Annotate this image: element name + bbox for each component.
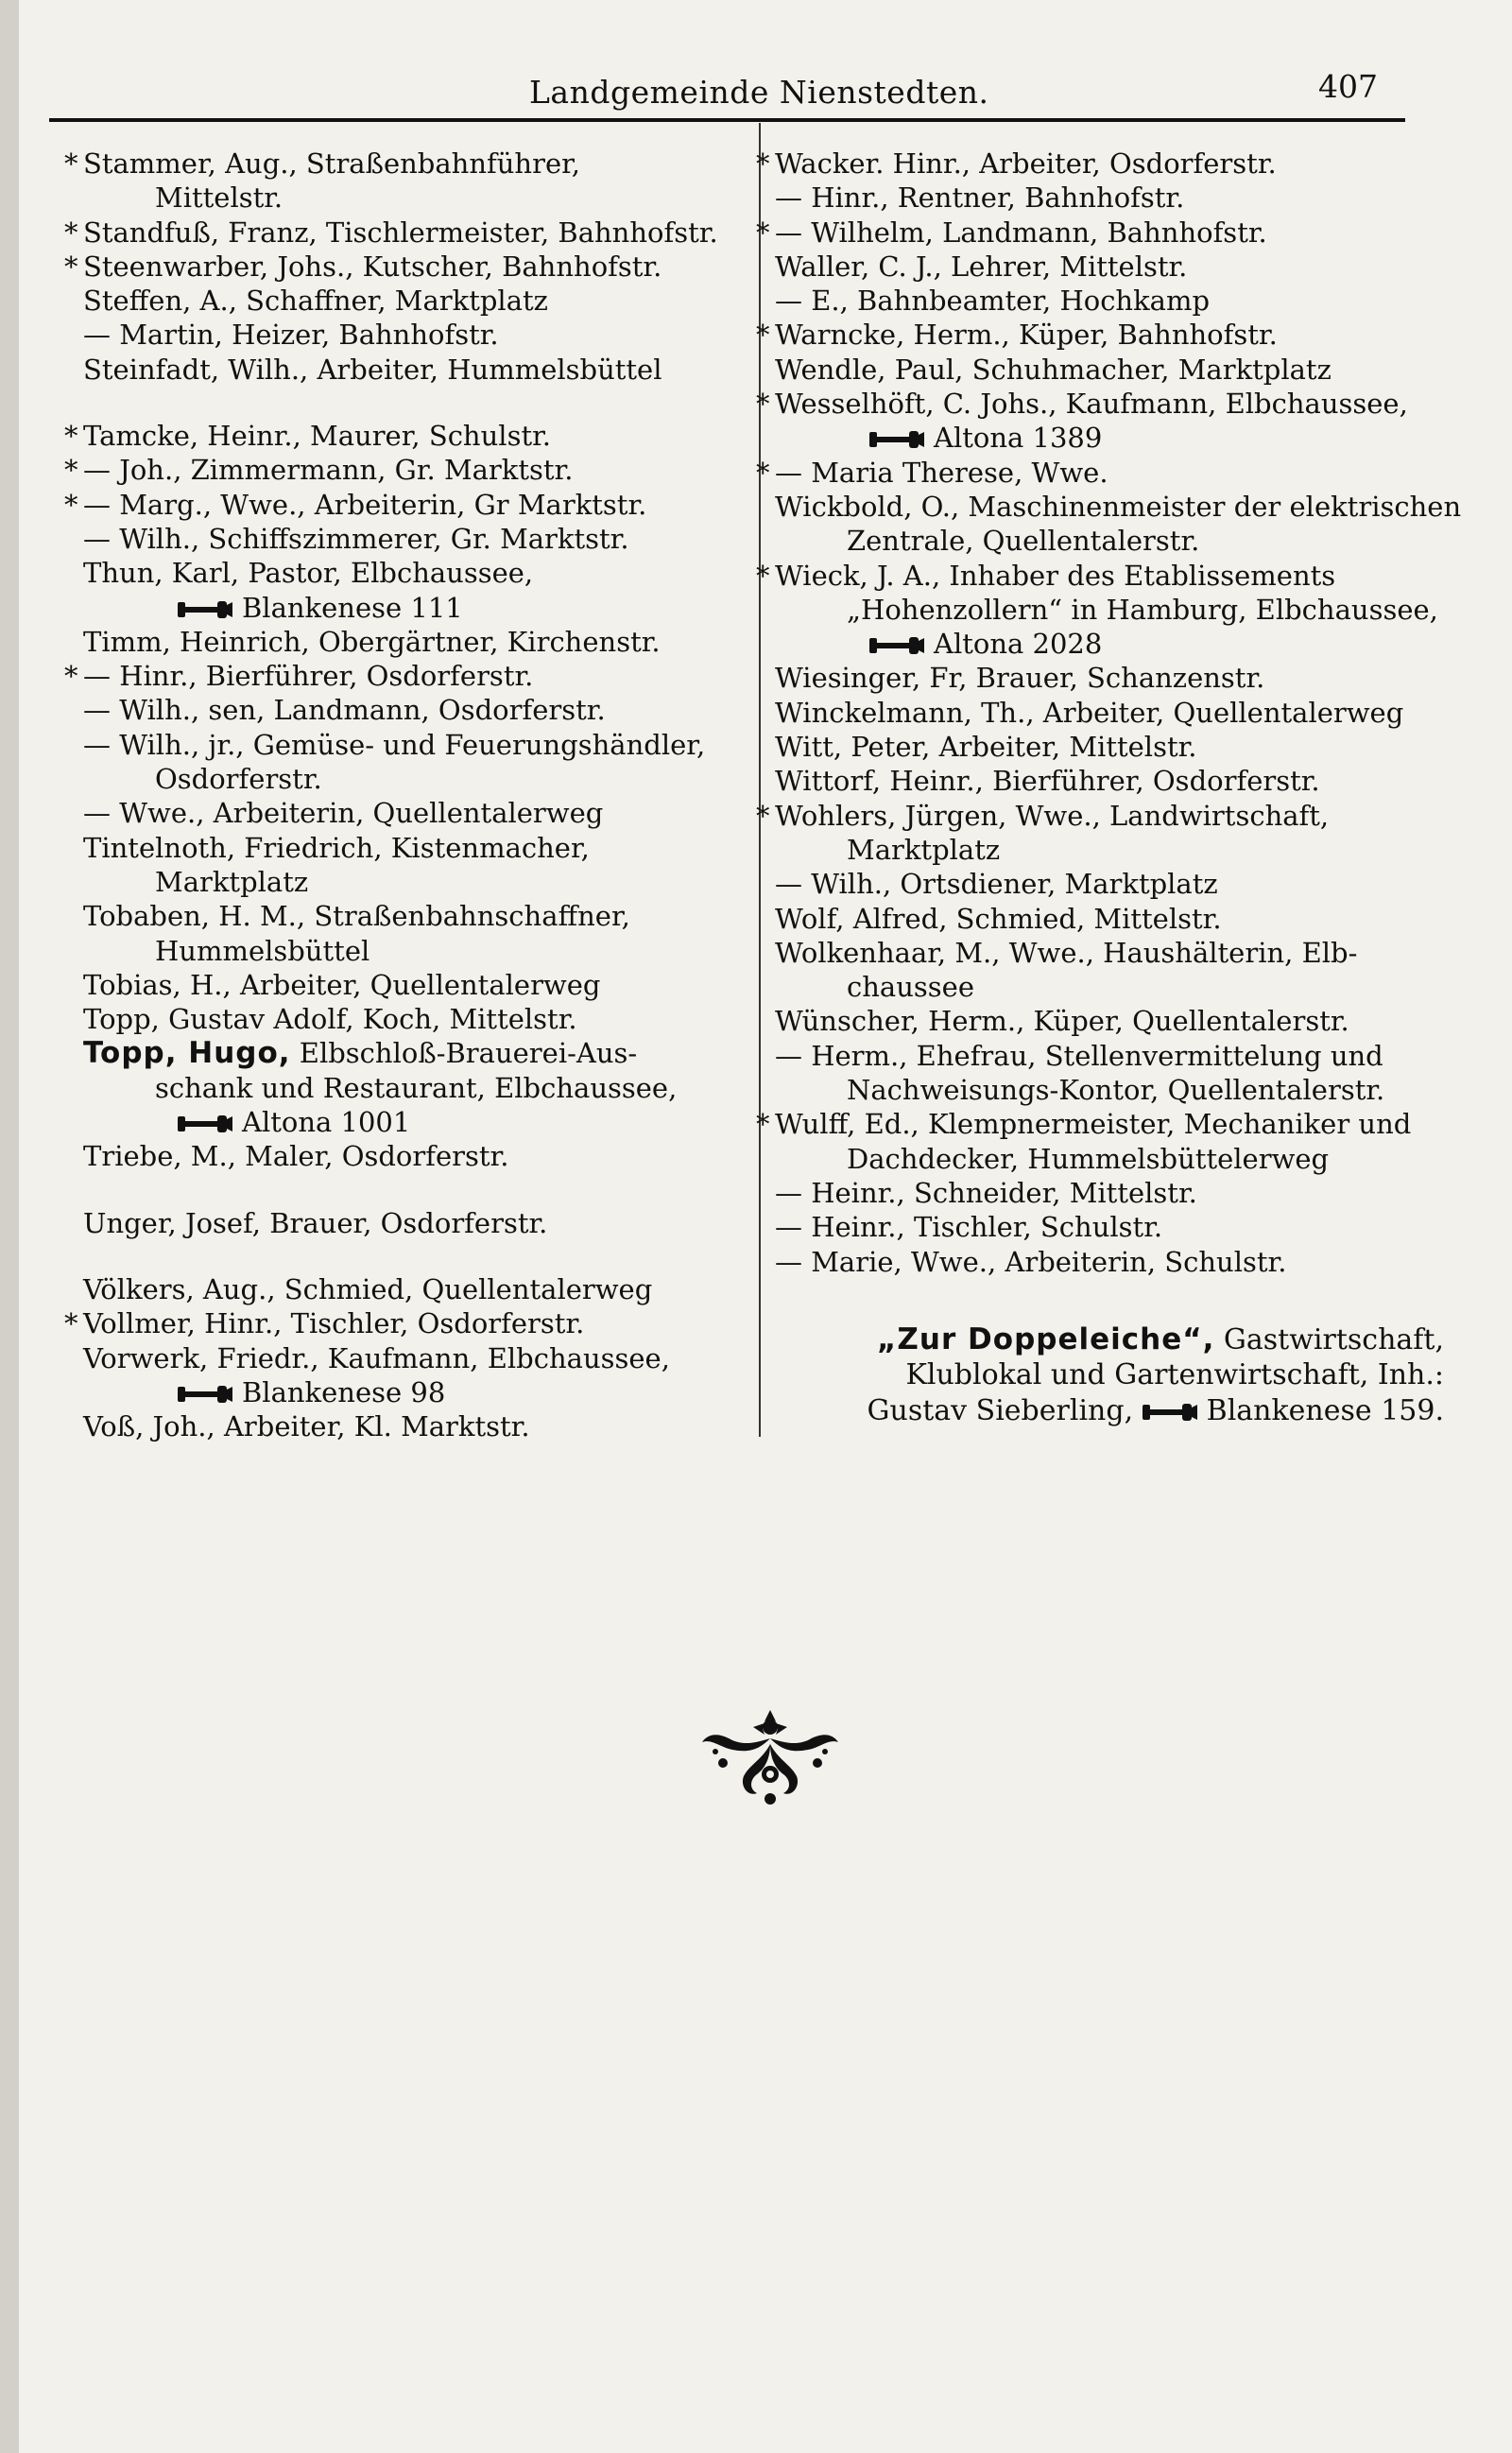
entry-marker: * (64, 147, 78, 180)
directory-entry (756, 147, 1446, 181)
entry-marker: * (64, 420, 78, 453)
entry-marker: * (64, 660, 78, 693)
directory-entry (756, 593, 1446, 627)
floral-ornament-icon (695, 1706, 846, 1810)
ad-line-1 (801, 1322, 1444, 1357)
entry-text: Marktplatz (155, 865, 309, 898)
directory-entry (64, 147, 740, 181)
directory-entry (756, 833, 1446, 867)
entry-marker: * (64, 250, 78, 283)
entry-text: — Wilh., Ortsdiener, Marktplatz (775, 868, 1218, 901)
directory-entry (64, 1139, 740, 1173)
directory-entry (64, 1036, 740, 1070)
entry-text: Tintelnoth, Friedrich, Kistenmacher, (83, 831, 590, 864)
directory-entry (64, 1105, 740, 1139)
directory-entry (64, 1375, 740, 1409)
entry-text: Steenwarber, Johs., Kutscher, Bahnhofstr. (83, 250, 662, 283)
directory-entry (756, 250, 1446, 284)
directory-entry (64, 934, 740, 968)
directory-entry (756, 1073, 1446, 1107)
advertisement-doppeleiche (801, 1322, 1444, 1429)
directory-entry (64, 796, 740, 830)
entry-text: Warncke, Herm., Küper, Bahnhofstr. (775, 319, 1278, 352)
entry-text: Wünscher, Herm., Küper, Quellentalerstr. (775, 1005, 1349, 1038)
entry-text: — Heinr., Schneider, Mittelstr. (775, 1176, 1197, 1209)
left-column (64, 147, 740, 1443)
directory-entry (756, 284, 1446, 318)
directory-entry (756, 1245, 1446, 1279)
entry-name-bold: Topp, Hugo, (83, 1036, 291, 1071)
directory-entry (64, 284, 740, 318)
phone-number: Blankenese 98 (242, 1375, 446, 1408)
directory-entry (756, 799, 1446, 833)
directory-entry (64, 453, 740, 487)
directory-entry (64, 625, 740, 659)
entry-text: — Marie, Wwe., Arbeiterin, Schulstr. (775, 1245, 1287, 1278)
entry-text: Zentrale, Quellentalerstr. (847, 525, 1200, 558)
directory-entry (756, 1039, 1446, 1073)
telephone-icon (869, 635, 924, 656)
directory-entry (64, 419, 740, 453)
directory-entry (756, 181, 1446, 215)
ad-name: „Zur Doppeleiche“, (877, 1322, 1215, 1356)
entry-text: — Hinr., Rentner, Bahnhofstr. (775, 181, 1185, 215)
directory-entry (64, 250, 740, 284)
entry-marker: * (756, 799, 770, 832)
entry-text: chaussee (847, 971, 974, 1004)
directory-entry (64, 968, 740, 1002)
section-gap (64, 1240, 740, 1272)
phone-number: Altona 1389 (934, 422, 1103, 455)
entry-text: Mittelstr. (155, 181, 284, 215)
ad-phone: Blankenese 159. (1206, 1394, 1444, 1427)
entry-text: Völkers, Aug., Schmied, Quellentalerweg (83, 1272, 653, 1305)
directory-entry (756, 1142, 1446, 1176)
entry-text: Tobaben, H. M., Straßenbahnschaffner, (83, 900, 630, 933)
phone-number: Altona 1001 (242, 1106, 411, 1139)
entry-text: — Heinr., Tischler, Schulstr. (775, 1211, 1163, 1244)
directory-entry (64, 865, 740, 899)
entry-text: Winckelmann, Th., Arbeiter, Quellentalerweg (775, 696, 1404, 729)
directory-entry (64, 1272, 740, 1306)
entry-text: — Wilhelm, Landmann, Bahnhofstr. (775, 216, 1267, 249)
entry-text: Elbschloß-Brauerei-Aus- (290, 1037, 638, 1070)
directory-entry (64, 488, 740, 522)
telephone-icon (178, 1114, 232, 1134)
directory-entry (64, 899, 740, 933)
telephone-icon (178, 1384, 232, 1405)
entry-text: — Maria Therese, Wwe. (775, 456, 1108, 489)
directory-entry (64, 1341, 740, 1375)
entry-text: Timm, Heinrich, Obergärtner, Kirchenstr. (83, 625, 661, 658)
page-number: 407 (1318, 68, 1378, 105)
entry-text: Nachweisungs-Kontor, Quellentalerstr. (847, 1074, 1385, 1107)
entry-marker: * (64, 488, 78, 521)
entry-text: — Hinr., Bierführer, Osdorferstr. (83, 660, 534, 693)
entry-text: — E., Bahnbeamter, Hochkamp (775, 285, 1211, 318)
directory-entry (756, 936, 1446, 970)
entry-text: Wohlers, Jürgen, Wwe., Landwirtschaft, (775, 799, 1330, 832)
directory-entry (756, 627, 1446, 661)
entry-text: Triebe, M., Maler, Osdorferstr. (83, 1140, 509, 1173)
section-gap (64, 387, 740, 419)
directory-entry (64, 522, 740, 556)
directory-entry (64, 216, 740, 250)
entry-text: schank und Restaurant, Elbchaussee, (155, 1071, 678, 1104)
entry-text: „Hohenzollern“ in Hamburg, Elbchaussee, (847, 593, 1438, 626)
entry-text: Wacker. Hinr., Arbeiter, Osdorferstr. (775, 147, 1277, 180)
directory-entry (64, 556, 740, 590)
directory-entry (756, 216, 1446, 250)
directory-entry (756, 1210, 1446, 1244)
entry-text: Tobias, H., Arbeiter, Quellentalerweg (83, 968, 601, 1001)
telephone-icon (1143, 1402, 1197, 1423)
ad-owner: Gustav Sieberling, (867, 1394, 1134, 1427)
entry-text: Marktplatz (847, 833, 1001, 866)
directory-entry (64, 728, 740, 762)
entry-marker: * (756, 216, 770, 249)
entry-text: Wittorf, Heinr., Bierführer, Osdorferstr. (775, 765, 1320, 798)
entry-text: Standfuß, Franz, Tischlermeister, Bahnhofstr. (83, 216, 718, 249)
directory-entry (64, 318, 740, 352)
entry-text: Topp, Gustav Adolf, Koch, Mittelstr. (83, 1003, 577, 1036)
directory-entry (64, 659, 740, 693)
ad-line-2: Klublokal und Gartenwirtschaft, Inh.: (905, 1358, 1444, 1391)
entry-marker: * (756, 559, 770, 592)
ad-line-3 (801, 1393, 1444, 1429)
entry-text: Unger, Josef, Brauer, Osdorferstr. (83, 1206, 548, 1239)
page-header-title: Landgemeinde Nienstedten. (529, 74, 989, 111)
entry-text: Witt, Peter, Arbeiter, Mittelstr. (775, 731, 1197, 764)
entry-text: — Wilh., jr., Gemüse- und Feuerungshändler, (83, 728, 706, 761)
directory-entry (756, 730, 1446, 764)
entry-text: Wulff, Ed., Klempnermeister, Mechaniker und (775, 1108, 1412, 1141)
entry-text: Osdorferstr. (155, 763, 322, 796)
entry-text: Wolkenhaar, M., Wwe., Haushälterin, Elb- (775, 936, 1358, 969)
entry-marker: * (756, 147, 770, 180)
entry-text: Wieck, J. A., Inhaber des Etablissements (775, 559, 1336, 592)
phone-number: Altona 2028 (934, 628, 1103, 661)
entry-text: Thun, Karl, Pastor, Elbchaussee, (83, 557, 534, 590)
directory-entry (64, 353, 740, 387)
entry-text: Tamcke, Heinr., Maurer, Schulstr. (83, 420, 551, 453)
entry-text: Waller, C. J., Lehrer, Mittelstr. (775, 250, 1188, 283)
entry-text: Steinfadt, Wilh., Arbeiter, Hummelsbüttel (83, 353, 662, 386)
entry-text: — Wwe., Arbeiterin, Quellentalerweg (83, 797, 604, 830)
phone-number: Blankenese 111 (242, 591, 463, 624)
directory-entry (756, 387, 1446, 421)
directory-entry (64, 1306, 740, 1340)
entry-text: Vollmer, Hinr., Tischler, Osdorferstr. (83, 1307, 585, 1340)
directory-entry (756, 421, 1446, 455)
entry-text: Wolf, Alfred, Schmied, Mittelstr. (775, 902, 1222, 935)
directory-entry (756, 661, 1446, 695)
entry-text: Wesselhöft, C. Johs., Kaufmann, Elbchaussee, (775, 388, 1408, 421)
entry-text: Hummelsbüttel (155, 934, 370, 967)
entry-text: Wendle, Paul, Schuhmacher, Marktplatz (775, 353, 1332, 386)
section-gap (64, 1174, 740, 1206)
entry-marker: * (756, 319, 770, 352)
entry-text: — Martin, Heizer, Bahnhofstr. (83, 319, 499, 352)
directory-entry (756, 1176, 1446, 1210)
directory-entry (64, 1206, 740, 1240)
directory-entry (64, 591, 740, 625)
entry-text: Voß, Joh., Arbeiter, Kl. Marktstr. (83, 1410, 530, 1443)
directory-entry (756, 456, 1446, 490)
telephone-icon (178, 599, 232, 620)
entry-marker: * (756, 456, 770, 489)
directory-entry (756, 490, 1462, 524)
entry-text: — Wilh., Schiffszimmerer, Gr. Marktstr. (83, 522, 629, 555)
directory-entry (756, 559, 1446, 593)
directory-entry (64, 1002, 740, 1036)
directory-entry (756, 696, 1446, 730)
directory-entry (64, 831, 740, 865)
directory-entry (756, 970, 1446, 1004)
entry-text: Stammer, Aug., Straßenbahnführer, (83, 147, 581, 180)
entry-text: Wickbold, O., Maschinenmeister der elektrischen (775, 490, 1462, 523)
entry-text: Vorwerk, Friedr., Kaufmann, Elbchaussee, (83, 1341, 670, 1374)
directory-entry (756, 764, 1446, 798)
entry-marker: * (756, 1108, 770, 1141)
directory-entry (756, 867, 1446, 901)
entry-marker: * (64, 454, 78, 487)
entry-marker: * (64, 216, 78, 249)
page-edge (0, 0, 19, 2453)
directory-entry (756, 1004, 1446, 1038)
telephone-icon (869, 429, 924, 450)
right-column (756, 147, 1462, 1279)
entry-marker: * (756, 388, 770, 421)
entry-text: Wiesinger, Fr, Brauer, Schanzenstr. (775, 662, 1265, 695)
directory-entry (64, 181, 740, 215)
directory-entry (756, 1107, 1446, 1141)
directory-entry (64, 1409, 740, 1443)
directory-entry (756, 318, 1446, 352)
entry-text: — Joh., Zimmermann, Gr. Marktstr. (83, 454, 574, 487)
directory-entry (756, 902, 1446, 936)
entry-text: Steffen, A., Schaffner, Marktplatz (83, 285, 548, 318)
directory-entry (756, 524, 1446, 558)
entry-text: — Wilh., sen, Landmann, Osdorferstr. (83, 694, 606, 727)
entry-text: Dachdecker, Hummelsbüttelerweg (847, 1142, 1330, 1175)
entry-text: — Herm., Ehefrau, Stellenvermittelung und (775, 1039, 1383, 1072)
header-rule (49, 118, 1405, 122)
entry-text: — Marg., Wwe., Arbeiterin, Gr Marktstr. (83, 488, 647, 521)
directory-entry (64, 762, 740, 796)
entry-marker: * (64, 1307, 78, 1340)
directory-entry (64, 693, 740, 727)
ad-line-1-rest: Gastwirtschaft, (1214, 1323, 1444, 1356)
directory-entry (64, 1071, 740, 1105)
directory-entry (756, 353, 1446, 387)
